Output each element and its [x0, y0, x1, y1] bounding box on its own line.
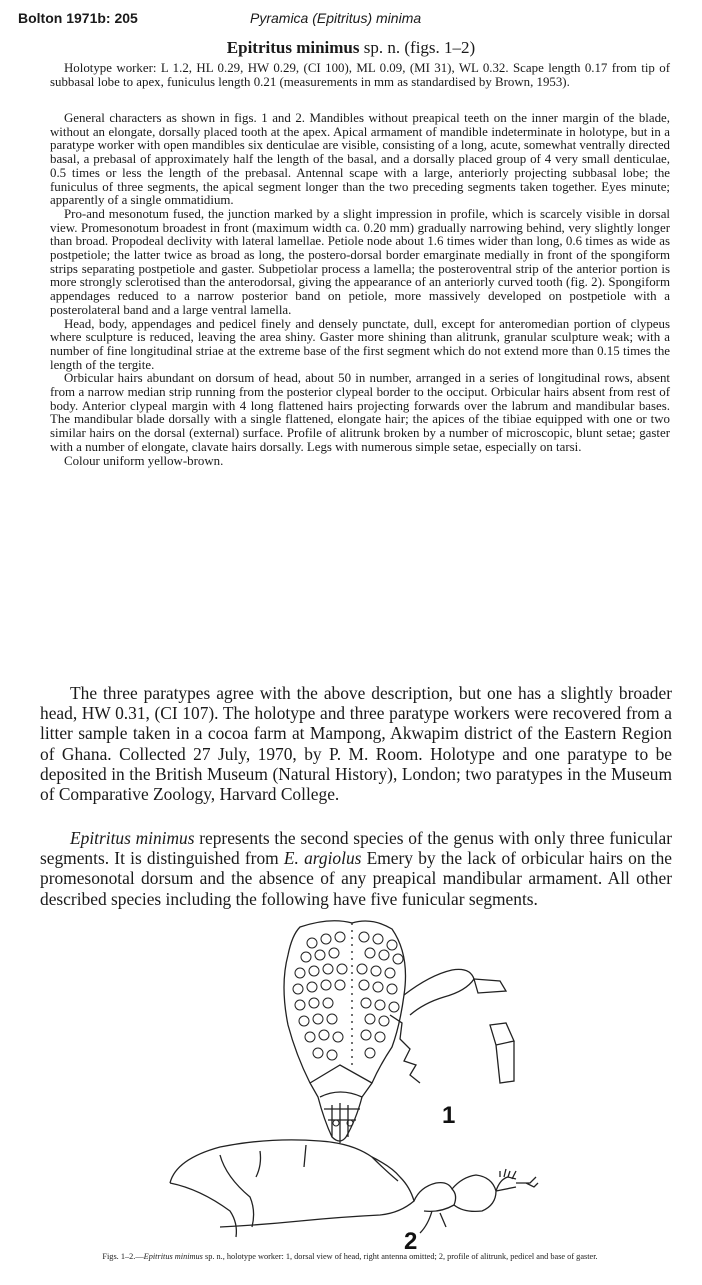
- figure-1-head-dorsal-view: [284, 921, 514, 1143]
- paratypes-paragraph: The three paratypes agree with the above description, but one has a slightly broader head, HW 0.31, (CI 107). The holotype and three paratype workers were recovered from a litter sample taken in a cocoa farm at Mampong, Akwapim district of the Eastern Region of Ghana. Collected 27 July, 1970, by P. M. Room. Holotype and one paratype to be deposited in the British Museum (Natural History), London; two paratypes in the Museum of Comparative Zoology, Harvard College.: [40, 683, 672, 805]
- title-rest: sp. n. (figs. 1–2): [359, 38, 476, 57]
- caption-text: sp. n., holotype worker: 1, dorsal view of head, right antenna omitted; 2, profile of alitrunk, pedicel and base of gaster.: [202, 1252, 598, 1261]
- caption-species: Epitritus minimus: [143, 1252, 203, 1261]
- caption-prefix: Figs. 1–2.—: [102, 1252, 144, 1261]
- figure-2-label: 2: [404, 1228, 418, 1255]
- running-title: Pyramica (Epitritus) minima: [250, 10, 422, 26]
- holotype-paragraph: Holotype worker: L 1.2, HL 0.29, HW 0.29, (CI 100), ML 0.09, (MI 31), WL 0.32. Scape length 0.17 from tip of subbasal lobe to apex, funiculus length 0.21 (measurements in mm as standardised by Brown, 1953).: [50, 61, 670, 89]
- citation: Bolton 1971b: 205: [18, 10, 138, 26]
- description-paragraph: Head, body, appendages and pedicel finely and densely punctate, dull, except for anteromedian portion of clypeus where sculpture is reduced, leaving the area shiny. Gaster more shining than alitrunk, granular sculpture weak; with a number of fine longitudinal striae at the extreme base of the first segment which do not extend more than 0.15 times the length of the tergite.: [50, 316, 670, 372]
- orbicular-hairs: [293, 932, 403, 1126]
- figure-caption: [100, 1252, 600, 1262]
- species-title: [0, 38, 702, 58]
- page-header: [18, 8, 688, 30]
- diagnosis-text: Emery by the lack of orbicular hairs on the promesonotal dorsum and the absence of any preapical mandibular armament. All other described species including the following have five funicular segments.: [40, 848, 672, 909]
- diagnosis-compared-species: E. argiolus: [283, 848, 362, 869]
- description: [50, 112, 670, 468]
- holotype-measurements: [50, 62, 670, 89]
- figure-illustrations: [0, 915, 702, 1255]
- species-name: Epitritus minimus: [226, 38, 360, 57]
- figure-2-alitrunk-profile: [170, 1140, 538, 1237]
- diagnosis-paragraph: [40, 828, 672, 909]
- figure-1-label: 1: [442, 1102, 456, 1129]
- paratypes-section: [40, 683, 672, 804]
- description-paragraph: Colour uniform yellow-brown.: [64, 453, 224, 468]
- description-paragraph: Orbicular hairs abundant on dorsum of head, about 50 in number, arranged in a series of longitudinal rows, absent from a narrow median strip running from the posterior clypeal border to the occiput. Orbicular hairs absent from rest of body. Anterior clypeal margin with 4 long flattened hairs projecting forwards over the labrum and mandibular bases. The mandibular blade dorsally with a single flattened, elongate hair; the apices of the tibiae equipped with one or two similar hairs on the dorsal (external) surface. Profile of alitrunk broken by a number of microscopic, blunt setae; gaster with a number of elongate, clavate hairs dorsally. Legs with numerous simple setae, especially on tarsi.: [50, 371, 670, 454]
- description-paragraph: General characters as shown in figs. 1 and 2. Mandibles without preapical teeth on the inner margin of the blade, without an elongate, dorsally placed tooth at the apex. Apical armament of mandible indeterminate in holotype, but in a paratype worker with open mandibles six denticulae are visible, consisting of a long, acute, somewhat ventrally directed basal, a prebasal of approximately half the length of the basal, and a dorsally placed group of 4 very small denticulae, 0.5 times or less the length of the prebasal. Antennal scape with a large, anteriorly projecting subbasal lobe; the funiculus of three segments, the apical segment longer than the two preceding segments taken together. Eyes minute; apparently of a single ommatidium.: [50, 111, 670, 208]
- description-paragraph: Pro-and mesonotum fused, the junction marked by a slight impression in profile, which is scarcely visible in dorsal view. Promesonotum broadest in front (maximum width ca. 0.20 mm) gradually narrowing behind, very slightly longer than broad. Propodeal declivity with lateral lamellae. Petiole node about 1.6 times wider than long, 0.6 times as wide as postpetiole; the latter twice as broad as long, the postero-dorsal border emarginate medially in front of the spongiform strips separating postpetiole and gaster. Subpetiolar process a lamella; the posteroventral strip of the anterior portion is more strongly sclerotised than the anterodorsal, giving the appearance of an anteriorly curved tooth (fig. 2). Spongiform appendages reduced to a narrow posterior band on petiole, more massively developed on postpetiole with a posterolateral band and a large ventral lamella.: [50, 206, 670, 317]
- diagnosis-text: represents the second species of the genus with only three funicular segments. It is distinguished from: [40, 828, 672, 869]
- diagnosis-section: [40, 828, 672, 909]
- diagnosis-species: Epitritus minimus: [70, 828, 195, 848]
